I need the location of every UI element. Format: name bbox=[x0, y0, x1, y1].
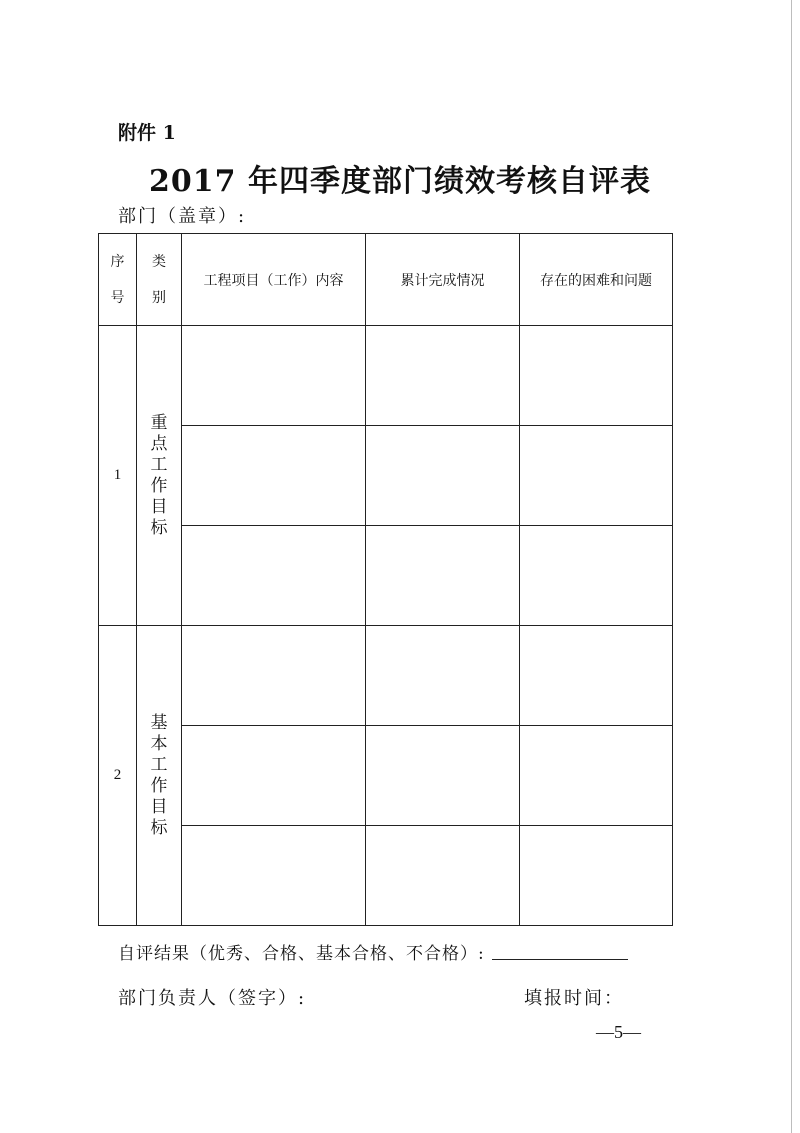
progress-cell[interactable] bbox=[366, 726, 520, 826]
group-2-category bbox=[137, 626, 182, 926]
header-seq-char-1: 序 bbox=[110, 253, 125, 270]
self-evaluation-result-label: 自评结果（优秀、合格、基本合格、不合格）: bbox=[118, 944, 485, 964]
evaluation-table bbox=[98, 233, 673, 926]
header-content: 工程项目（工作）内容 bbox=[182, 234, 366, 326]
header-category-char-1: 类 bbox=[152, 253, 166, 270]
group-1-category bbox=[137, 326, 182, 626]
attachment-label: 附件 1 bbox=[118, 122, 176, 144]
table-row bbox=[99, 726, 673, 826]
fill-time-label: 填报时间： bbox=[524, 988, 624, 1009]
group-2-seq: 2 bbox=[99, 626, 137, 926]
group-2-category-text: 基本工作目标 bbox=[150, 712, 168, 838]
table-row bbox=[99, 826, 673, 926]
progress-cell[interactable] bbox=[366, 626, 520, 726]
department-stamp-label: 部门（盖章）: bbox=[118, 206, 247, 227]
header-category-char-2: 别 bbox=[152, 289, 166, 306]
signer-label: 部门负责人（签字）: bbox=[118, 988, 307, 1009]
table-row bbox=[99, 326, 673, 426]
self-evaluation-result-field[interactable] bbox=[492, 959, 628, 960]
header-seq-char-2: 号 bbox=[110, 289, 125, 306]
progress-cell[interactable] bbox=[366, 526, 520, 626]
issues-cell[interactable] bbox=[520, 526, 673, 626]
header-issues: 存在的困难和问题 bbox=[520, 234, 673, 326]
content-cell[interactable] bbox=[182, 526, 366, 626]
issues-cell[interactable] bbox=[520, 326, 673, 426]
table-header-row bbox=[99, 234, 673, 326]
content-cell[interactable] bbox=[182, 626, 366, 726]
issues-cell[interactable] bbox=[520, 626, 673, 726]
header-seq bbox=[99, 234, 137, 326]
content-cell[interactable] bbox=[182, 326, 366, 426]
group-1-seq: 1 bbox=[99, 326, 137, 626]
progress-cell[interactable] bbox=[366, 426, 520, 526]
table-row bbox=[99, 626, 673, 726]
header-category bbox=[137, 234, 182, 326]
page-number: —5— bbox=[596, 1022, 641, 1042]
table-row bbox=[99, 526, 673, 626]
content-cell[interactable] bbox=[182, 726, 366, 826]
progress-cell[interactable] bbox=[366, 326, 520, 426]
issues-cell[interactable] bbox=[520, 726, 673, 826]
page-title: 2017 年四季度部门绩效考核自评表 bbox=[149, 164, 651, 199]
group-1-category-text: 重点工作目标 bbox=[150, 412, 168, 538]
content-cell[interactable] bbox=[182, 826, 366, 926]
issues-cell[interactable] bbox=[520, 826, 673, 926]
header-progress: 累计完成情况 bbox=[366, 234, 520, 326]
table-row bbox=[99, 426, 673, 526]
content-cell[interactable] bbox=[182, 426, 366, 526]
issues-cell[interactable] bbox=[520, 426, 673, 526]
progress-cell[interactable] bbox=[366, 826, 520, 926]
